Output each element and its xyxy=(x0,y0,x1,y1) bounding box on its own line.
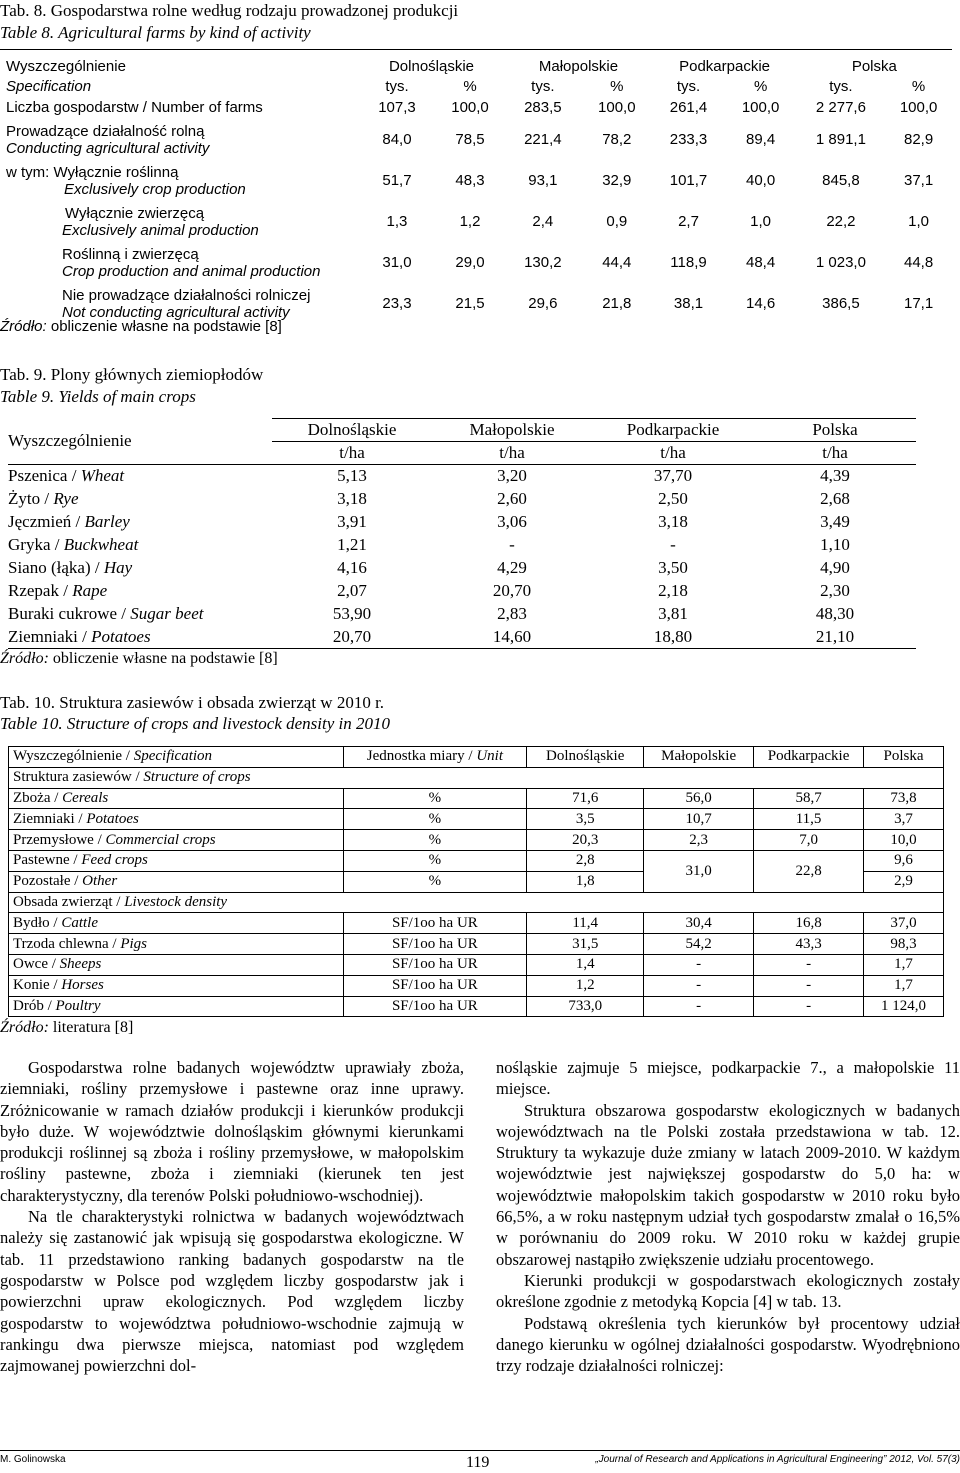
table8-unit: tys. xyxy=(676,77,701,95)
table8-cell: 78,5 xyxy=(455,131,485,148)
table10-row-label-en: Cattle xyxy=(61,914,99,931)
table10-row-label xyxy=(9,788,344,809)
table8-cell: 845,8 xyxy=(822,172,860,189)
table10-caption-en: Table 10. Structure of crops and livestock density in 2010 xyxy=(0,714,391,733)
table10-head-unit xyxy=(343,747,527,768)
table10-cell: 9,6 xyxy=(864,850,944,871)
table10-source xyxy=(0,1019,133,1037)
table10-region: Polska xyxy=(864,747,944,768)
table10-cell: 1,7 xyxy=(864,954,944,975)
table9-row-label-en: Sugar beet xyxy=(130,603,204,623)
table8-row-label-en: Crop production and animal production xyxy=(62,262,321,280)
table9-cell: 4,29 xyxy=(497,557,527,577)
table10-cell: 7,0 xyxy=(754,830,864,851)
table10-cell-unit: SF/1oo ha UR xyxy=(343,996,527,1017)
table9-cell: 5,13 xyxy=(337,465,367,485)
table8-cell: 118,9 xyxy=(670,254,707,271)
table9-row-label-pl: Rzepak / xyxy=(8,580,73,600)
table10-section-livestock-pl: Obsada zwierząt / xyxy=(13,893,125,910)
table8-unit: % xyxy=(463,77,477,95)
footer-journal: „Journal of Research and Applications in Agricultural Engineering” 2012, Vol. 57(3) xyxy=(595,1454,960,1465)
table9-row-label-en: Buckwheat xyxy=(63,534,139,554)
table9-row-label xyxy=(8,602,272,625)
table10-cell-unit: % xyxy=(343,830,527,851)
table-row xyxy=(8,487,916,510)
table8-unit: tys. xyxy=(385,77,409,95)
table10-cell: 16,8 xyxy=(754,913,864,934)
page-number: 119 xyxy=(466,1454,490,1471)
table8-cell: 2,4 xyxy=(532,213,554,230)
table8-row-label-en: Exclusively animal production xyxy=(62,221,259,239)
table10-row-label xyxy=(9,850,344,871)
table8-cell: 84,0 xyxy=(382,131,412,148)
table10-row-label-en: Sheeps xyxy=(59,956,102,973)
table10-cell: 73,8 xyxy=(864,788,944,809)
table8-row-label-en: Conducting agricultural activity xyxy=(6,139,210,157)
table10-row-label-pl: Owce / xyxy=(13,956,60,973)
table9-row-label-pl: Jęczmień / xyxy=(8,511,85,531)
table9-source-label: Źródło: xyxy=(0,650,49,667)
table10-cell: 733,0 xyxy=(527,996,644,1017)
table8-row-label-pl: Wyłącznie zwierzęcą xyxy=(65,204,205,222)
table10-row-label xyxy=(9,830,344,851)
table9-cell: 1,10 xyxy=(820,534,850,554)
table8-row-label xyxy=(0,160,358,201)
table9-cell: 3,50 xyxy=(658,557,688,577)
table9-cell: 3,91 xyxy=(337,511,367,531)
table8-unit: tys. xyxy=(829,77,853,95)
table10-row-label-pl: Trzoda chlewna / xyxy=(13,935,121,952)
table10-row-label-pl: Przemysłowe / xyxy=(13,831,106,848)
table10-row-label-en: Horses xyxy=(61,977,104,994)
table-row xyxy=(9,913,944,934)
table8-cell: 1 891,1 xyxy=(815,131,866,148)
table8-cell: 2,7 xyxy=(678,213,699,230)
table10-row-label xyxy=(9,809,344,830)
paragraph: Struktura obszarowa gospodarstw ekologicznych w badanych województwach na tle Polski została przedstawiona w tab. 12. Struktury ta wykazuje duże zmiany w latach 2009-2010. W każdym województwie jest największej gospodarstw do 5,0 ha: w województwie małopolskim takich gospodarstw w 2010 roku było 66,5%, a w roku następnym udział tych gospodarstw zmalał o 16,5% w porównaniu do 2009 roku. W 2010 roku w każdej grupie obszarowej nastąpiło zwiększenie udziału procentowego. xyxy=(496,1100,960,1269)
table9-cell: 3,20 xyxy=(497,465,527,485)
table10 xyxy=(8,746,944,1017)
table10-row-label-en: Potatoes xyxy=(86,810,139,827)
table9-row-label xyxy=(8,510,272,533)
table9-cell: 3,81 xyxy=(658,603,688,623)
table10-row-label xyxy=(9,996,344,1017)
table8-cell: 48,3 xyxy=(455,172,485,189)
table8-cell: 2 277,6 xyxy=(815,99,866,116)
table10-row-label-en: Pigs xyxy=(120,935,148,952)
table10-cell-unit: SF/1oo ha UR xyxy=(343,934,527,955)
table9-cell: 37,70 xyxy=(653,465,693,485)
table10-row-label-en: Feed crops xyxy=(81,852,148,869)
footer-author: M. Golinowska xyxy=(0,1454,66,1465)
table9-row-label-en: Hay xyxy=(103,557,133,577)
table9-row-label xyxy=(8,579,272,602)
table8-cell: 100,0 xyxy=(899,99,938,116)
table9-cell: - xyxy=(670,534,676,554)
table-row xyxy=(8,579,916,602)
table10-head-spec-en: Specification xyxy=(133,748,213,765)
table8-cell: 100,0 xyxy=(451,99,489,116)
table10-source-label: Źródło: xyxy=(0,1019,49,1036)
table8-cell: 386,5 xyxy=(822,295,860,312)
table9-cell: 1,21 xyxy=(337,534,367,554)
table-row xyxy=(8,464,916,487)
table9-cell: 4,90 xyxy=(820,557,850,577)
table-row xyxy=(8,625,916,648)
table10-caption-pl: Tab. 10. Struktura zasiewów i obsada zwierząt w 2010 r. xyxy=(0,693,385,712)
table8-unit: % xyxy=(911,77,926,95)
table8-cell: 130,2 xyxy=(524,254,562,271)
table9-cell: 20,70 xyxy=(332,626,372,646)
table10-cell-unit: % xyxy=(343,871,527,892)
table10-source-text: literatura [8] xyxy=(52,1019,134,1036)
table9-cell: 2,30 xyxy=(820,580,850,600)
table9-row-label-pl: Buraki cukrowe / xyxy=(8,603,131,623)
table8-cell: 32,9 xyxy=(602,172,632,189)
table8-row-label-en: Exclusively crop production xyxy=(64,180,246,198)
table10-row-label-pl: Pastewne / xyxy=(13,852,82,869)
table8-region-polska: Polska xyxy=(851,57,897,75)
table8-row-label xyxy=(0,119,358,160)
table10-cell: 54,2 xyxy=(644,934,754,955)
table10-region: Podkarpackie xyxy=(754,747,864,768)
table9-region: Polska xyxy=(812,419,858,439)
table9-unit: t/ha xyxy=(660,442,686,462)
table10-cell: 2,9 xyxy=(864,871,944,892)
table10-cell: 20,3 xyxy=(527,830,644,851)
table8-cell: 261,4 xyxy=(669,99,708,116)
table9-unit: t/ha xyxy=(339,442,365,462)
table8-cell: 29,0 xyxy=(455,254,485,271)
table8-row-label-pl: Nie prowadzące działalności rolniczej xyxy=(62,286,311,304)
table9-bottom-rule xyxy=(8,648,916,649)
table8-cell: 1 023,0 xyxy=(815,254,866,271)
table10-row-label xyxy=(9,954,344,975)
table10-cell: 3,5 xyxy=(527,809,644,830)
table10-cell-unit: SF/1oo ha UR xyxy=(343,975,527,996)
table10-cell: 1,4 xyxy=(527,954,644,975)
table8-region-malopolskie: Małopolskie xyxy=(538,57,619,75)
table-row xyxy=(9,975,944,996)
table9-row-label xyxy=(8,487,272,510)
table8-row-label-pl: w tym: Wyłącznie roślinną xyxy=(6,163,179,181)
table9-unit: t/ha xyxy=(499,442,525,462)
table10-cell-unit: SF/1oo ha UR xyxy=(343,954,527,975)
table8-cell: 283,5 xyxy=(524,99,562,116)
table8-cell: 51,7 xyxy=(382,172,412,189)
table10-cell-unit: % xyxy=(343,850,527,871)
table8-region-dolnoslaskie: Dolnośląskie xyxy=(388,57,475,75)
table8 xyxy=(0,56,952,324)
table10-head-unit-en: Unit xyxy=(476,748,503,765)
table8-row-label-en: Not conducting agricultural activity xyxy=(62,303,290,321)
table10-cell: - xyxy=(644,996,754,1017)
table8-caption-pl: Tab. 8. Gospodarstwa rolne według rodzaju prowadzonej produkcji xyxy=(0,1,459,20)
table9-row-label-pl: Ziemniaki / xyxy=(8,626,92,646)
table8-row-label-pl: Prowadzące działalność rolną xyxy=(6,122,205,140)
table8-cell: 0,9 xyxy=(606,213,628,230)
table8-cell: 38,1 xyxy=(673,295,704,312)
table10-head-spec-pl: Wyszczególnienie / xyxy=(13,748,134,765)
table10-cell: 10,0 xyxy=(864,830,944,851)
table10-cell-unit: % xyxy=(343,788,527,809)
table9-cell: 21,10 xyxy=(815,626,855,646)
paragraph: Na tle charakterystyki rolnictwa w badanych województwach należy się zastanowić jak wpisują się gospodarstwa ekologiczne. W tab. 11 przedstawiono ranking badanych gospodarstw na tle gospodarstw w Polsce pod względem liczby gospodarstw jak i powierzchni upraw ekologicznych. Pod względem liczby gospodarstw to województwa południowo-wschodnie zajmują w rankingu dwa pierwsze miejsca, natomiast pod względem zajmowanej powierzchni dol- xyxy=(0,1207,464,1376)
table9-region: Małopolskie xyxy=(469,419,555,439)
table8-cell: 48,4 xyxy=(746,254,776,271)
table10-cell-merged: 31,0 xyxy=(644,850,754,892)
table9-cell: 14,60 xyxy=(492,626,532,646)
table10-row-label xyxy=(9,913,344,934)
table8-cell: 44,4 xyxy=(602,254,632,271)
table10-section-livestock-en: Livestock density xyxy=(124,893,228,910)
table10-cell: 11,4 xyxy=(527,913,644,934)
table8-cell: 1,3 xyxy=(386,213,408,230)
table8-source xyxy=(0,318,282,335)
table10-cell: 2,8 xyxy=(527,850,644,871)
table8-caption-en: Table 8. Agricultural farms by kind of activity xyxy=(0,23,311,42)
table10-cell: 2,3 xyxy=(644,830,754,851)
table9-cell: 3,18 xyxy=(658,511,688,531)
table10-cell: 58,7 xyxy=(754,788,864,809)
table9-cell: 2,68 xyxy=(820,488,850,508)
table10-region: Małopolskie xyxy=(644,747,754,768)
table8-top-rule xyxy=(0,49,952,50)
table10-cell: 31,5 xyxy=(527,934,644,955)
table-row xyxy=(9,934,944,955)
table10-cell-unit: % xyxy=(343,809,527,830)
table8-head-en: Specification xyxy=(6,77,92,95)
table10-row-label-pl: Drób / xyxy=(13,997,56,1014)
table8-cell: 233,3 xyxy=(669,131,708,148)
table10-row-label xyxy=(9,934,344,955)
table10-head-unit-pl: Jednostka miary / xyxy=(366,748,477,765)
table9-region: Podkarpackie xyxy=(626,419,720,439)
paragraph: Podstawą określenia tych kierunków był procentowy udział danego kierunku w ogólnej działalności gospodarstw. Wyodrębniono trzy rodzaje działalności rolniczej: xyxy=(496,1313,960,1376)
table8-cell: 93,1 xyxy=(528,172,558,189)
table8-cell: 78,2 xyxy=(602,131,632,148)
table9-caption-pl: Tab. 9. Plony głównych ziemiopłodów xyxy=(0,365,264,384)
table8-row-label: Liczba gospodarstw / Number of farms xyxy=(6,99,263,116)
table9-cell: - xyxy=(509,534,515,554)
table8-cell: 44,8 xyxy=(903,254,934,271)
table9-cell: 4,16 xyxy=(337,557,367,577)
table10-section-crops-pl: Struktura zasiewów / xyxy=(13,769,144,786)
table8-unit: % xyxy=(753,77,768,95)
table10-cell: 71,6 xyxy=(527,788,644,809)
table9-row-label-en: Wheat xyxy=(80,465,125,485)
table10-cell: - xyxy=(754,996,864,1017)
table9-cell: 3,49 xyxy=(820,511,850,531)
table9-cell: 3,18 xyxy=(337,488,367,508)
table9-unit: t/ha xyxy=(822,442,848,462)
table-row xyxy=(8,556,916,579)
table8-cell: 89,4 xyxy=(746,131,776,148)
table10-row-label-en: Other xyxy=(82,873,118,890)
table8-head-pl: Wyszczególnienie xyxy=(6,57,126,75)
table8-cell: 221,4 xyxy=(524,131,562,148)
table10-row-label-en: Commercial crops xyxy=(105,831,216,848)
table10-cell: 30,4 xyxy=(644,913,754,934)
table9-cell: 53,90 xyxy=(332,603,372,623)
table9-row-label-pl: Gryka / xyxy=(8,534,64,554)
table9-row-label-en: Rye xyxy=(53,488,79,508)
table10-cell: 10,7 xyxy=(644,809,754,830)
table-row xyxy=(8,533,916,556)
table9-source xyxy=(0,650,278,668)
table8-cell: 82,9 xyxy=(903,131,934,148)
table10-cell: - xyxy=(754,975,864,996)
table8-cell: 21,8 xyxy=(602,295,632,312)
table8-cell: 22,2 xyxy=(826,213,856,230)
table10-cell: 3,7 xyxy=(864,809,944,830)
table10-cell-unit: SF/1oo ha UR xyxy=(343,913,527,934)
table8-cell: 17,1 xyxy=(903,295,934,312)
table10-cell: - xyxy=(754,954,864,975)
table10-row-label-en: Poultry xyxy=(55,997,101,1014)
table10-cell: 1 124,0 xyxy=(864,996,944,1017)
table9-row-label xyxy=(8,625,272,648)
table8-source-label: Źródło: xyxy=(0,318,47,335)
table10-row-label-en: Cereals xyxy=(62,789,109,806)
table10-section-crops xyxy=(9,767,944,788)
table8-cell: 37,1 xyxy=(903,172,934,189)
table10-cell: - xyxy=(644,975,754,996)
table-row xyxy=(8,510,916,533)
table8-cell: 1,0 xyxy=(908,213,930,230)
table-row xyxy=(8,602,916,625)
table10-row-label xyxy=(9,975,344,996)
table9-row-label-en: Rape xyxy=(72,580,108,600)
table9-row-label-pl: Siano (łąka) / xyxy=(8,557,104,577)
table8-cell: 21,5 xyxy=(455,295,485,312)
table10-section-livestock xyxy=(9,892,944,913)
table10-cell: 1,8 xyxy=(527,871,644,892)
table10-cell: 43,3 xyxy=(754,934,864,955)
table9-row-label-en: Potatoes xyxy=(91,626,151,646)
table9-cell: 4,39 xyxy=(820,465,850,485)
table8-row-label xyxy=(0,242,358,283)
table8-cell: 100,0 xyxy=(741,99,780,116)
table8-row-label-pl: Roślinną i zwierzęcą xyxy=(62,245,199,263)
table10-row-label-pl: Bydło / xyxy=(13,914,62,931)
table8-cell: 100,0 xyxy=(598,99,636,116)
table9-row-label-pl: Żyto / xyxy=(8,488,54,508)
table10-cell: 11,5 xyxy=(754,809,864,830)
table8-unit: % xyxy=(610,77,624,95)
table8-cell: 1,0 xyxy=(750,213,772,230)
table8-region-podkarpackie: Podkarpackie xyxy=(679,57,770,75)
table10-section-crops-en: Structure of crops xyxy=(143,769,251,786)
table9 xyxy=(8,418,916,648)
table9-row-label xyxy=(8,464,272,487)
footer-rule xyxy=(0,1450,960,1451)
table8-cell: 1,2 xyxy=(459,213,481,230)
paragraph: nośląskie zajmuje 5 miejsce, podkarpackie 7., a małopolskie 11 miejsce. xyxy=(496,1058,960,1099)
table9-row-label xyxy=(8,533,272,556)
table10-cell: 37,0 xyxy=(864,913,944,934)
table9-cell: 2,07 xyxy=(337,580,367,600)
table10-cell: 1,2 xyxy=(527,975,644,996)
table10-row-label-pl: Ziemniaki / xyxy=(13,810,87,827)
table9-cell: 48,30 xyxy=(815,603,855,623)
right-column xyxy=(496,1057,960,1376)
table9-row-label-pl: Pszenica / xyxy=(8,465,81,485)
table10-row-label-pl: Konie / xyxy=(13,977,62,994)
table10-cell-merged: 22,8 xyxy=(754,850,864,892)
table8-cell: 14,6 xyxy=(746,295,776,312)
table10-row-label xyxy=(9,871,344,892)
table-row xyxy=(9,954,944,975)
table10-cell: 98,3 xyxy=(864,934,944,955)
table10-cell: 1,7 xyxy=(864,975,944,996)
table9-source-text: obliczenie własne na podstawie [8] xyxy=(52,650,278,667)
table9-row-label xyxy=(8,556,272,579)
table8-cell: 101,7 xyxy=(669,172,708,189)
table9-head: Wyszczególnienie xyxy=(8,431,132,450)
table-row xyxy=(9,996,944,1017)
table8-unit: tys. xyxy=(531,77,555,95)
table10-row-label-pl: Pozostałe / xyxy=(13,873,83,890)
table10-head-spec xyxy=(9,747,344,768)
table8-source-text: obliczenie własne na podstawie [8] xyxy=(50,318,282,335)
table9-cell: 3,06 xyxy=(497,511,527,531)
table8-cell: 31,0 xyxy=(382,254,412,271)
paragraph: Gospodarstwa rolne badanych województw uprawiały zboża, ziemniaki, rośliny przemysłowe i pastewne oraz inne uprawy. Zróżnicowanie w ramach działów produkcji i kierunków produkcji było duże. W województwie dolnośląskim głównymi kierunkami produkcji roślinnej są zboża i rośliny przemysłowe, w małopolskim rośliny pastewne, zboża i ziemniaki (kierunek ten jest charakterystyczny, dla terenów Polski południowo-wschodniej). xyxy=(0,1058,464,1205)
table9-region: Dolnośląskie xyxy=(307,419,397,439)
table9-cell: 2,18 xyxy=(658,580,688,600)
table9-caption-en: Table 9. Yields of main crops xyxy=(0,387,196,406)
paragraph: Kierunki produkcji w gospodarstwach ekologicznych zostały określone zgodnie z metodyką Kopcia [4] w tab. 13. xyxy=(496,1270,960,1312)
table9-cell: 2,83 xyxy=(497,603,527,623)
table8-cell: 23,3 xyxy=(382,295,412,312)
table10-region: Dolnośląskie xyxy=(527,747,644,768)
table10-row-label-pl: Zboża / xyxy=(13,789,63,806)
left-column xyxy=(0,1057,464,1376)
table8-cell: 40,0 xyxy=(746,172,776,189)
table9-row-label-en: Barley xyxy=(84,511,130,531)
table8-cell: 107,3 xyxy=(378,99,416,116)
table9-cell: 2,60 xyxy=(497,488,527,508)
table10-cell: 56,0 xyxy=(644,788,754,809)
table9-cell: 2,50 xyxy=(658,488,688,508)
table9-cell: 18,80 xyxy=(653,626,693,646)
table8-cell: 29,6 xyxy=(528,295,558,312)
table9-cell: 20,70 xyxy=(492,580,532,600)
table8-row-label xyxy=(0,201,358,242)
table10-cell: - xyxy=(644,954,754,975)
